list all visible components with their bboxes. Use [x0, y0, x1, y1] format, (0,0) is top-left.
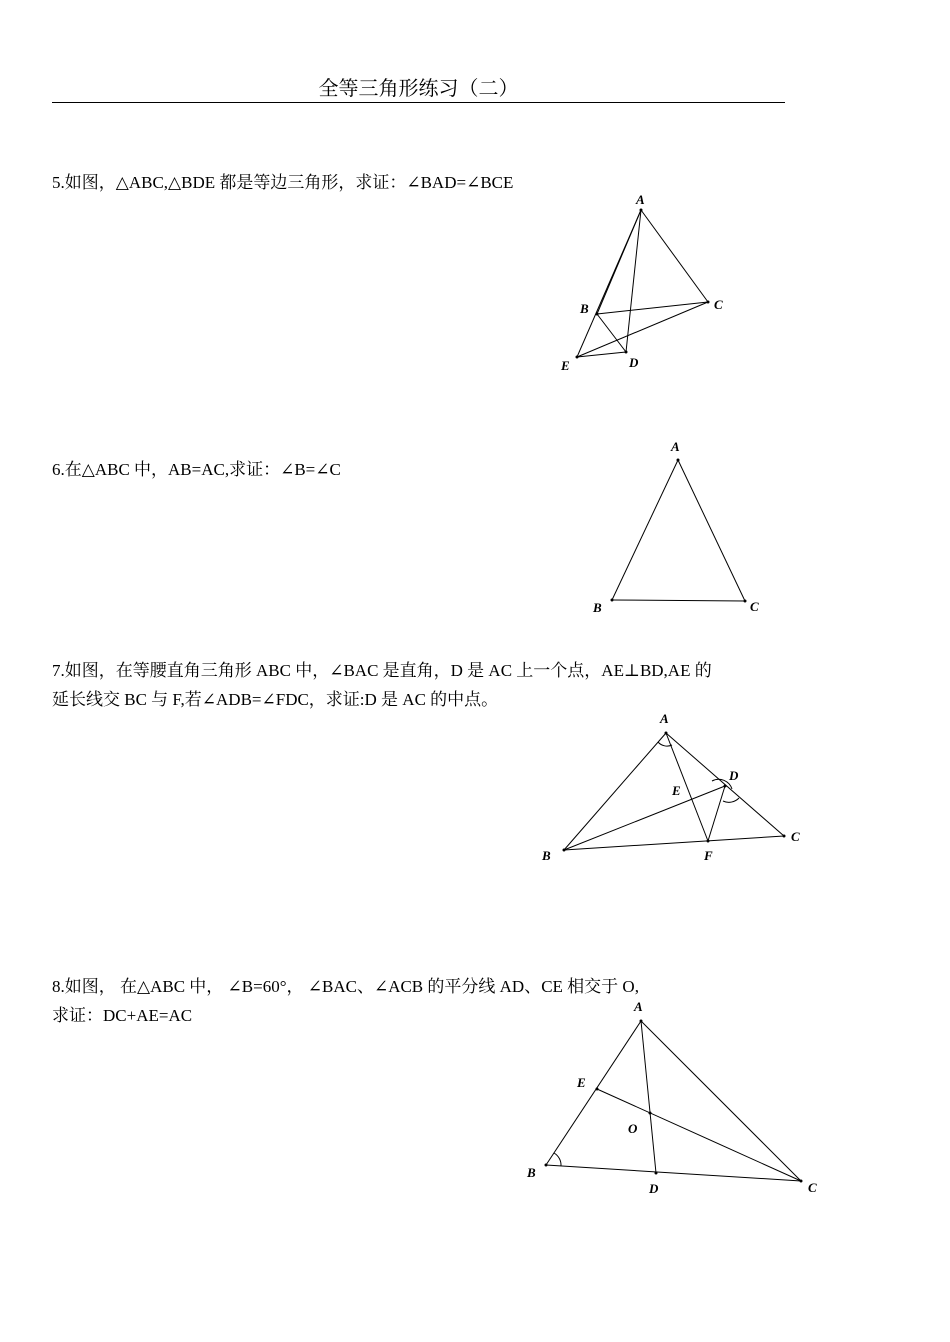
- fig5-label-e: E: [561, 358, 570, 373]
- fig7-label-e: E: [672, 783, 681, 798]
- figure-8-lines: [546, 1021, 801, 1181]
- fig6-label-b: B: [593, 600, 602, 615]
- fig8-angle-b: [554, 1153, 561, 1166]
- fig5-label-c: C: [714, 297, 723, 312]
- fig8-label-a: A: [634, 999, 643, 1014]
- fig8-label-o: O: [628, 1121, 638, 1136]
- fig8-label-e: E: [577, 1075, 586, 1090]
- fig5-label-b: B: [580, 301, 589, 316]
- problem-6-line-1: 6.在△ABC 中，AB=AC,求证：∠B=∠C: [52, 460, 341, 479]
- fig7-label-f: F: [704, 848, 713, 863]
- problem-7-line-1: 7.如图，在等腰直角三角形 ABC 中，∠BAC 是直角，D 是 AC 上一个点，AE⊥BD,AE 的: [52, 661, 712, 680]
- fig5-label-a: A: [636, 192, 645, 207]
- fig7-label-d: D: [729, 768, 739, 783]
- fig8-label-b: B: [527, 1165, 536, 1180]
- problem-7-line-2: 延长线交 BC 与 F,若∠ADB=∠FDC，求证:D 是 AC 的中点。: [52, 690, 499, 709]
- fig6-label-a: A: [671, 439, 680, 454]
- problem-5-line-1: 5.如图，△ABC,△BDE 都是等边三角形，求证：∠BAD=∠BCE: [52, 173, 514, 192]
- fig5-label-d: D: [629, 355, 639, 370]
- problem-8-line-1: 8.如图， 在△ABC 中， ∠B=60°， ∠BAC、∠ACB 的平分线 AD、CE 相交于 O,: [52, 977, 639, 996]
- fig7-label-c: C: [791, 829, 800, 844]
- fig7-label-b: B: [542, 848, 551, 863]
- fig6-label-c: C: [750, 599, 759, 614]
- fig7-label-a: A: [660, 711, 669, 726]
- page-title: 全等三角形练习（二）: [318, 78, 519, 100]
- fig8-label-d: D: [649, 1181, 659, 1196]
- problem-8-line-2: 求证：DC+AE=AC: [52, 1006, 193, 1025]
- fig8-label-c: C: [808, 1180, 817, 1195]
